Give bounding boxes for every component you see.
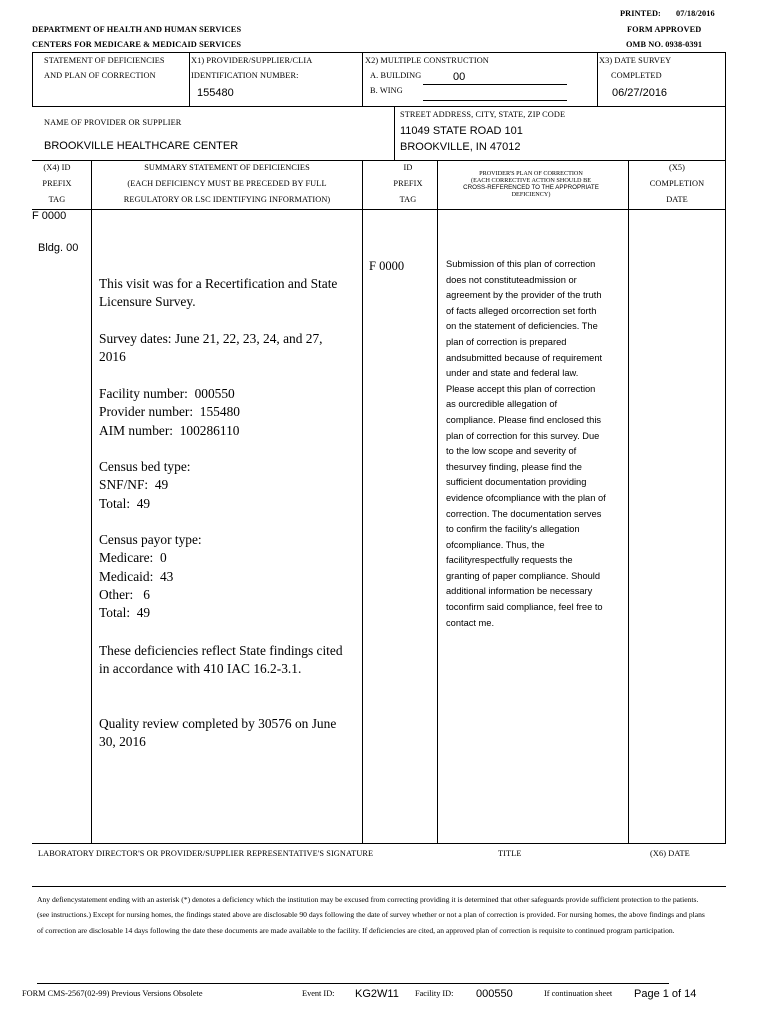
wing-label: B. WING (370, 86, 403, 95)
summary-paragraph: Quality review completed by 30576 on June 30, 2016 (99, 716, 337, 750)
summary-paragraph: Census bed type: SNF/NF: 49 Total: 49 (99, 459, 191, 511)
poc-header-1: PROVIDER'S PLAN OF CORRECTION (479, 170, 583, 177)
x5-header-2: COMPLETION (649, 179, 705, 188)
poc-header-3: CROSS-REFERENCED TO THE APPROPRIATE (463, 184, 599, 191)
id-header-3: TAG (399, 195, 417, 204)
department-name: DEPARTMENT OF HEALTH AND HUMAN SERVICES (32, 25, 242, 34)
left-tag: F 0000 (32, 210, 67, 222)
statement-label-2: AND PLAN OF CORRECTION (44, 71, 156, 80)
page-number: Page 1 of 14 (634, 988, 697, 1000)
form-approved: FORM APPROVED (627, 25, 702, 34)
disclaimer-text: Any defiencystatement ending with an asterisk (*) denotes a deficiency which the institution may be excused from correcting providing it is determined that other safeguards provide sufficient protection to the patients. (see instructions.) Except for nursing homes, the findings stated above are disclosable 90 days following the date of survey whether or not a plan of correction is provided. For nursing homes, the above findings and plans of correction are disclosable 14 days following the date these documents are made available to the facility. If deficiencies are cited, an approved plan of correction is requisite to continued program participation. (37, 895, 705, 935)
date-survey-value: 06/27/2016 (612, 87, 668, 99)
x4-header-3: TAG (48, 195, 66, 204)
centers-name: CENTERS FOR MEDICARE & MEDICAID SERVICES (32, 40, 242, 49)
x5-header-1: (X5) (668, 163, 686, 172)
summary-paragraph: These deficiencies reflect State findings cited in accordance with 410 IAC 16.2-3.1. (99, 643, 343, 677)
title-label: TITLE (498, 849, 522, 858)
facility-id-value: 000550 (476, 988, 513, 1000)
provider-name-label: NAME OF PROVIDER OR SUPPLIER (44, 118, 182, 127)
event-id-label: Event ID: (302, 989, 335, 998)
printed-label: PRINTED: (620, 9, 661, 18)
provider-id-label-1: X1) PROVIDER/SUPPLIER/CLIA (191, 56, 313, 65)
statement-label-1: STATEMENT OF DEFICIENCIES (44, 56, 165, 65)
facility-id-label: Facility ID: (415, 989, 454, 998)
id-header-1: ID (403, 163, 413, 172)
summary-header-3: REGULATORY OR LSC IDENTIFYING INFORMATION) (123, 195, 331, 204)
summary-header-2: (EACH DEFICIENCY MUST BE PRECEDED BY FULL (127, 179, 327, 188)
address-line-1: 11049 STATE ROAD 101 (400, 125, 523, 137)
provider-id-label-2: IDENTIFICATION NUMBER: (191, 71, 299, 80)
poc-header-4: DEFICIENCY) (511, 191, 551, 198)
date-survey-label-2: COMPLETED (611, 71, 662, 80)
omb-number: OMB NO. 0938-0391 (626, 40, 703, 49)
summary-paragraph: Survey dates: June 21, 22, 23, 24, and 27, 2016 (99, 331, 323, 365)
provider-name-value: BROOKVILLE HEALTHCARE CENTER (44, 140, 239, 152)
building-label: A. BUILDING (370, 71, 422, 80)
plan-of-correction-text: Submission of this plan of correction does not constituteadmission or agreement by the provider of the truth of facts alleged orcorrection set forth on the statement of deficiencies. The plan of correction is prepared andsubmitted because of requirement under and state and federal law. Please accept this plan of correction as ourcredible allegation of compliance. Please find enclosed this plan of correction for this survey. Due to the low scope and severity of thesurvey finding, please find the sufficient documentation providing evidence ofcompliance with the plan of correction. The documentation serves to confirm the facility's allegation ofcompliance. Thus, the facilityrespectfully requests the granting of paper compliance. Should additional information be necessary toconfirm said compliance, feel free to contact me. (446, 259, 606, 628)
continuation-label: If continuation sheet (544, 989, 613, 998)
address-line-2: BROOKVILLE, IN 47012 (400, 141, 521, 153)
x4-header-2: PREFIX (42, 179, 72, 188)
form-id: FORM CMS-2567(02-99) Previous Versions Obsolete (22, 989, 203, 998)
building-value: 00 (453, 71, 466, 83)
provider-id-value: 155480 (197, 87, 234, 99)
poc-header-2: (EACH CORRECTIVE ACTION SHOULD BE (471, 177, 591, 184)
bldg-label: Bldg. 00 (38, 242, 79, 254)
id-header-2: PREFIX (393, 179, 423, 188)
summary-paragraph: This visit was for a Recertification and State Licensure Survey. (99, 276, 338, 310)
summary-paragraph: Census payor type: Medicare: 0 Medicaid: 43 Other: 6 Total: 49 (99, 532, 202, 621)
x4-header-1: (X4) ID (43, 163, 71, 172)
summary-header-1: SUMMARY STATEMENT OF DEFICIENCIES (144, 163, 310, 172)
event-id-value: KG2W11 (355, 988, 399, 1000)
summary-paragraph: Facility number: 000550 Provider number: 155480 AIM number: 100286110 (99, 386, 240, 438)
signature-label: LABORATORY DIRECTOR'S OR PROVIDER/SUPPLIER REPRESENTATIVE'S SIGNATURE (38, 849, 374, 858)
x6-date-label: (X6) DATE (650, 849, 690, 858)
right-tag: F 0000 (369, 259, 405, 273)
printed-date: 07/18/2016 (676, 9, 715, 18)
multiple-construction-label: X2) MULTIPLE CONSTRUCTION (365, 56, 489, 65)
x5-header-3: DATE (666, 195, 688, 204)
address-label: STREET ADDRESS, CITY, STATE, ZIP CODE (400, 110, 566, 119)
date-survey-label-1: X3) DATE SURVEY (599, 56, 672, 65)
